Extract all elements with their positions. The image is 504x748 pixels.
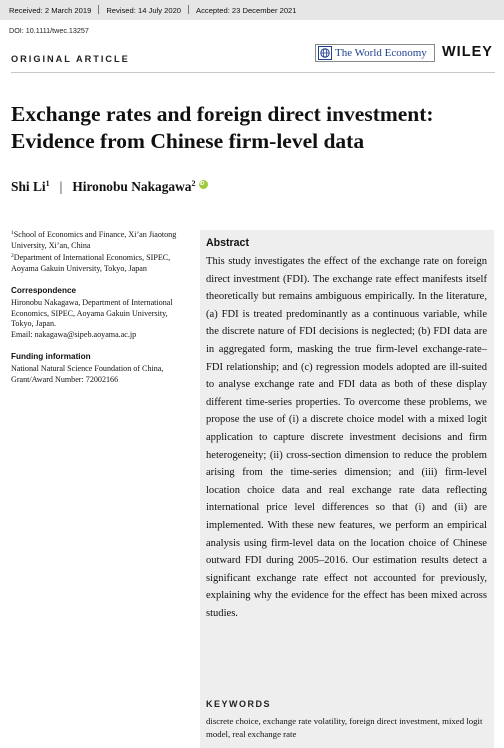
author-separator: |: [59, 179, 63, 194]
funding-information: [11, 352, 189, 385]
article-type-label: ORIGINAL ARTICLE: [11, 54, 130, 64]
orcid-icon[interactable]: [199, 180, 208, 189]
keywords-list: discrete choice, exchange rate volatility, foreign direct investment, mixed logit model, real exchange rate: [206, 716, 483, 739]
article-metadata-column: [11, 228, 189, 397]
accepted-date: Accepted: 23 December 2021: [196, 6, 297, 15]
correspondence-text: Hironobu Nakagawa, Department of International Economics, SIPEC, Aoyama Gakuin University, Tokyo, Japan.: [11, 297, 173, 329]
header-divider: [11, 72, 495, 73]
doi-link[interactable]: DOI: 10.1111/twec.13257: [9, 26, 89, 35]
received-dates-bar: [0, 0, 504, 20]
affiliation: $^1$School of Economics and Finance, Xi’an Jiaotong University, Xi’an, China: [11, 230, 177, 250]
date-divider: [188, 5, 189, 14]
author-list: [11, 179, 208, 195]
journal-name: The World Economy: [335, 47, 427, 59]
author-affiliation-marker: 1: [45, 179, 50, 188]
keywords-heading: KEYWORDS: [206, 699, 272, 709]
abstract-heading: Abstract: [206, 237, 249, 249]
author-name[interactable]: Hironobu Nakagawa: [72, 179, 192, 194]
abstract-text: This study investigates the effect of the exchange rate on foreign direct investment (FDI). The exchange rate effect manifests itself theoretically but remains ambiguous empirically. In the literature, (a) FDI is treated predominantly as a continuous variable, while the discrete nature of FDI decisions is neglected; (b) FDI data are in aggregated form, masking the true firm-level exchange-rate–FDI relationship; and (c) regression models adopted are ill-suited to analyse exchange rate and FDI data as both of these display different time-series properties. To overcome these problems, we propose the use of (i) a discrete choice model with a mixed logit application to capture discrete investment decisions and firm heterogeneity; (ii) cross-section dimension to reduce the problem arising from the time-series dimension; and (iii) firm-level location choice data and real exchange rate data reflecting international price level differences so that (i) and (ii) are implemented. With these new features, we perform an empirical analysis using firm-level data on the location choice of Chinese outward FDI during 2005–2016. Our estimation results detect a significant exchange rate effect not accounted for previously, explaining why the evidence for the effect has been mixed across studies.: [206, 256, 487, 619]
publisher-logo[interactable]: WILEY: [442, 44, 493, 60]
article-title: Exchange rates and foreign direct investment: Evidence from Chinese firm-level data: [11, 102, 434, 153]
correspondence-heading: Correspondence: [11, 286, 77, 296]
correspondence: [11, 286, 189, 340]
author-name[interactable]: Shi Li: [11, 179, 46, 194]
affiliation: $^2$Department of International Economics, SIPEC, Aoyama Gakuin University, Tokyo, Japan: [11, 253, 171, 273]
globe-logo-icon: [318, 46, 332, 60]
funding-text: National Natural Science Foundation of China, Grant/Award Number: 72002166: [11, 363, 164, 384]
received-date: Received: 2 March 2019: [9, 6, 92, 15]
funding-heading: Funding information: [11, 352, 91, 362]
journal-badge[interactable]: [315, 44, 435, 62]
author-affiliation-marker: 2: [191, 179, 196, 188]
correspondence-email[interactable]: Email: nakagawa@sipeb.aoyama.ac.jp: [11, 329, 137, 339]
revised-date: Revised: 14 July 2020: [106, 6, 182, 15]
date-divider: [98, 5, 99, 14]
affiliations: [11, 228, 189, 274]
